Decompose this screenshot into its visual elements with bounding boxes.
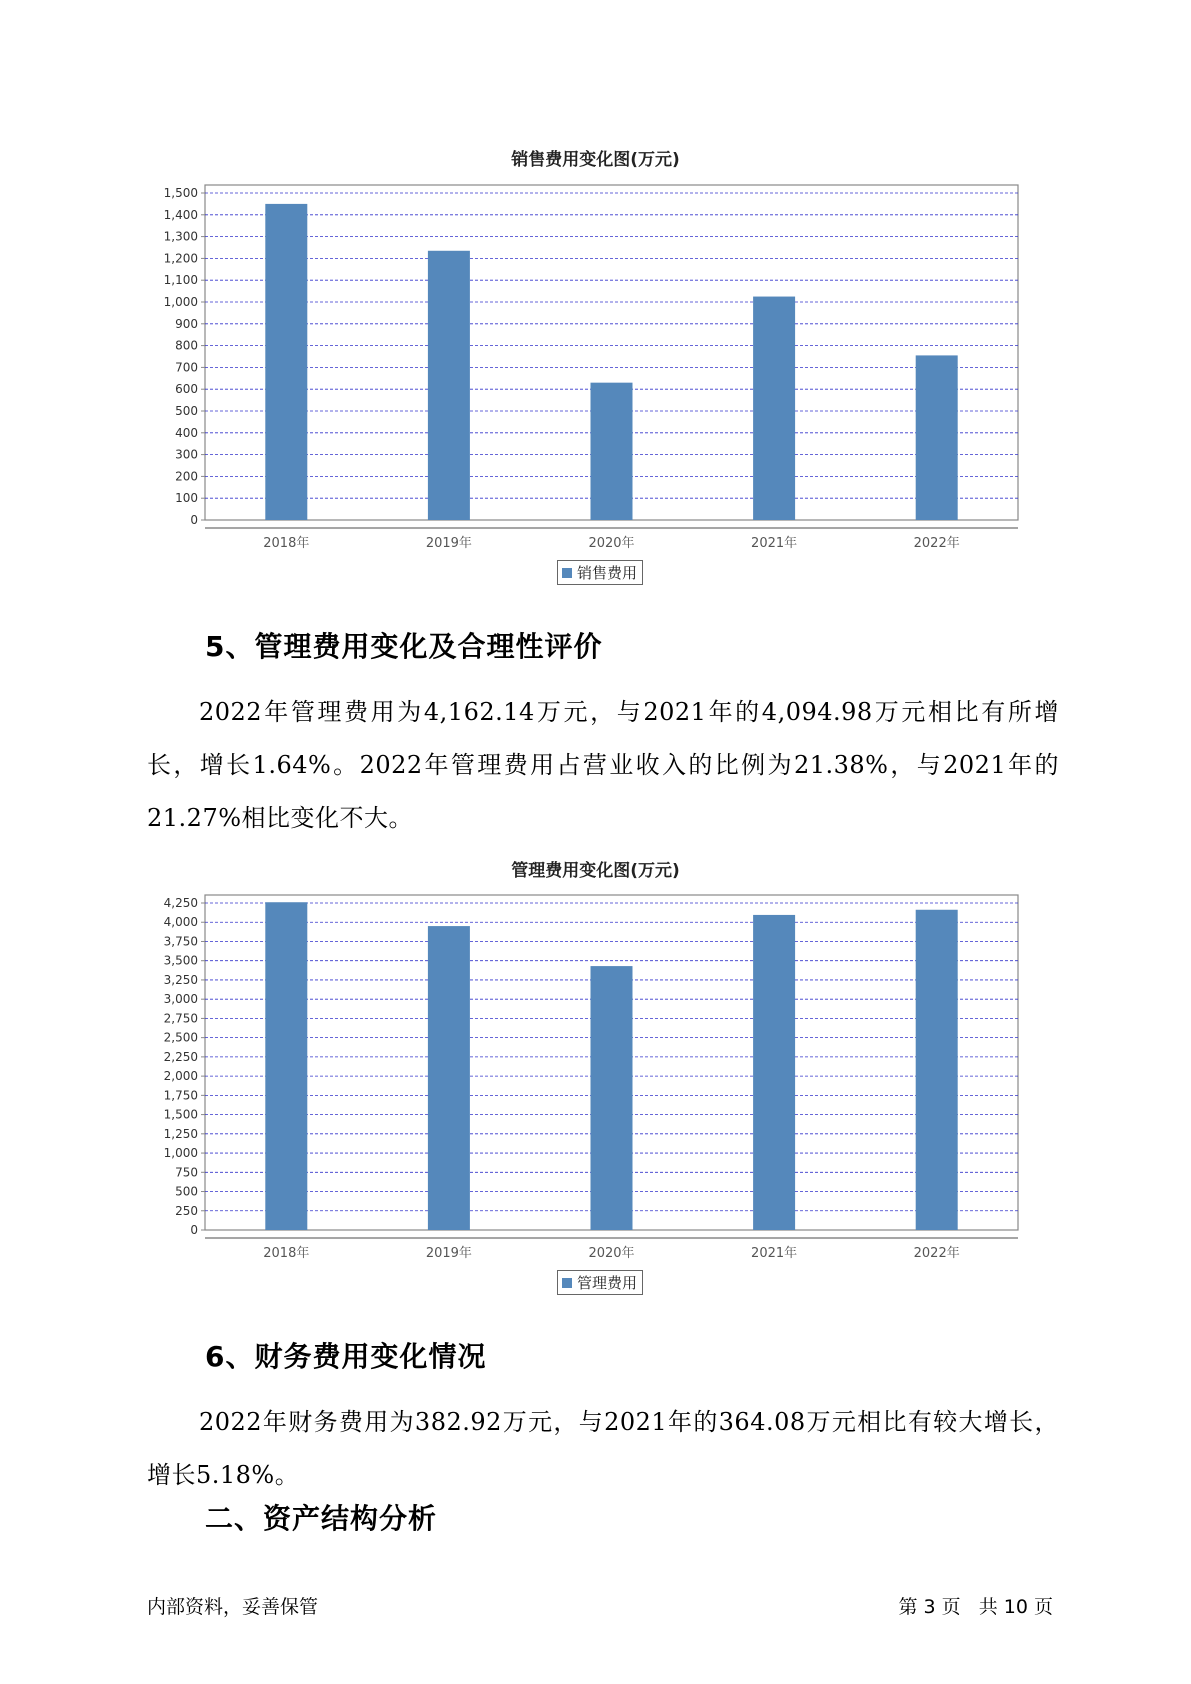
sales-expense-bar-chart (150, 180, 1030, 555)
admin-expense-bar-chart (150, 890, 1030, 1265)
bar (265, 204, 307, 520)
x-tick-label: 2019年 (425, 536, 472, 551)
section5-paragraph: 2022年管理费用为4,162.14万元，与2021年的4,094.98万元相比有所增长，增长1.64%。2022年管理费用占营业收入的比例为21.38%，与2021年的21.27%相比变化不大。 (147, 698, 1059, 832)
y-tick-label: 600 (175, 382, 198, 397)
y-tick-label: 0 (190, 513, 198, 527)
bar (753, 297, 795, 520)
y-tick-label: 1,000 (163, 295, 198, 309)
x-tick-label: 2022年 (913, 1246, 960, 1261)
y-tick-label: 1,500 (163, 186, 198, 200)
x-tick-label: 2020年 (588, 536, 635, 551)
y-tick-label: 1,250 (163, 1126, 198, 1141)
legend-swatch (562, 1278, 572, 1288)
legend-swatch (562, 568, 572, 578)
x-tick-label: 2022年 (913, 536, 960, 551)
chart2-legend (557, 1270, 643, 1295)
y-tick-label: 0 (190, 1223, 198, 1237)
bar (428, 251, 470, 520)
y-tick-label: 3,250 (163, 972, 198, 987)
y-tick-label: 2,500 (163, 1030, 198, 1045)
bar (916, 910, 958, 1230)
footer-page-number: 第 3 页 共 10 页 (898, 1596, 1053, 1618)
y-tick-label: 100 (175, 491, 198, 506)
bar (428, 926, 470, 1230)
section6-paragraph: 2022年财务费用为382.92万元，与2021年的364.08万元相比有较大增长，增长5.18%。 (147, 1408, 1059, 1489)
asset-structure-heading: 二、资产结构分析 (205, 1502, 438, 1535)
y-tick-label: 1,100 (163, 273, 198, 288)
y-tick-label: 4,000 (163, 915, 198, 930)
y-tick-label: 400 (175, 425, 198, 440)
y-tick-label: 1,750 (163, 1088, 198, 1103)
y-tick-label: 3,000 (163, 992, 198, 1007)
y-tick-label: 250 (175, 1203, 198, 1218)
chart1-legend (557, 560, 643, 585)
y-tick-label: 2,750 (163, 1011, 198, 1026)
y-tick-label: 1,400 (163, 207, 198, 222)
bar (591, 966, 633, 1230)
bar (591, 383, 633, 520)
x-tick-label: 2018年 (263, 536, 310, 551)
y-tick-label: 300 (175, 447, 198, 462)
y-tick-label: 4,250 (163, 896, 198, 910)
y-tick-label: 500 (175, 1184, 198, 1199)
y-tick-label: 200 (175, 469, 198, 484)
y-tick-label: 1,300 (163, 229, 198, 244)
y-tick-label: 750 (175, 1165, 198, 1180)
y-tick-label: 900 (175, 316, 198, 331)
y-tick-label: 1,500 (163, 1107, 198, 1122)
section6-heading: 6、财务费用变化情况 (205, 1340, 487, 1373)
y-tick-label: 3,750 (163, 934, 198, 949)
x-tick-label: 2018年 (263, 1246, 310, 1261)
y-tick-label: 3,500 (163, 953, 198, 968)
chart2-legend-label: 管理费用 (577, 1274, 638, 1292)
bar (265, 902, 307, 1230)
footer-confidential: 内部资料，妥善保管 (147, 1596, 319, 1618)
chart2-title: 管理费用变化图(万元) (511, 861, 680, 881)
y-tick-label: 500 (175, 404, 198, 418)
y-tick-label: 800 (175, 338, 198, 353)
chart1-title: 销售费用变化图(万元) (511, 150, 680, 170)
y-tick-label: 1,000 (163, 1146, 198, 1161)
y-tick-label: 700 (175, 360, 198, 375)
chart1-legend-label: 销售费用 (577, 564, 638, 582)
x-tick-label: 2020年 (588, 1246, 635, 1261)
y-tick-label: 1,200 (163, 251, 198, 266)
bar (753, 915, 795, 1230)
x-tick-label: 2019年 (425, 1246, 472, 1261)
x-tick-label: 2021年 (751, 536, 798, 551)
y-tick-label: 2,250 (163, 1049, 198, 1064)
bar (916, 355, 958, 520)
x-tick-label: 2021年 (751, 1246, 798, 1261)
y-tick-label: 2,000 (163, 1069, 198, 1084)
section5-heading: 5、管理费用变化及合理性评价 (205, 630, 603, 663)
